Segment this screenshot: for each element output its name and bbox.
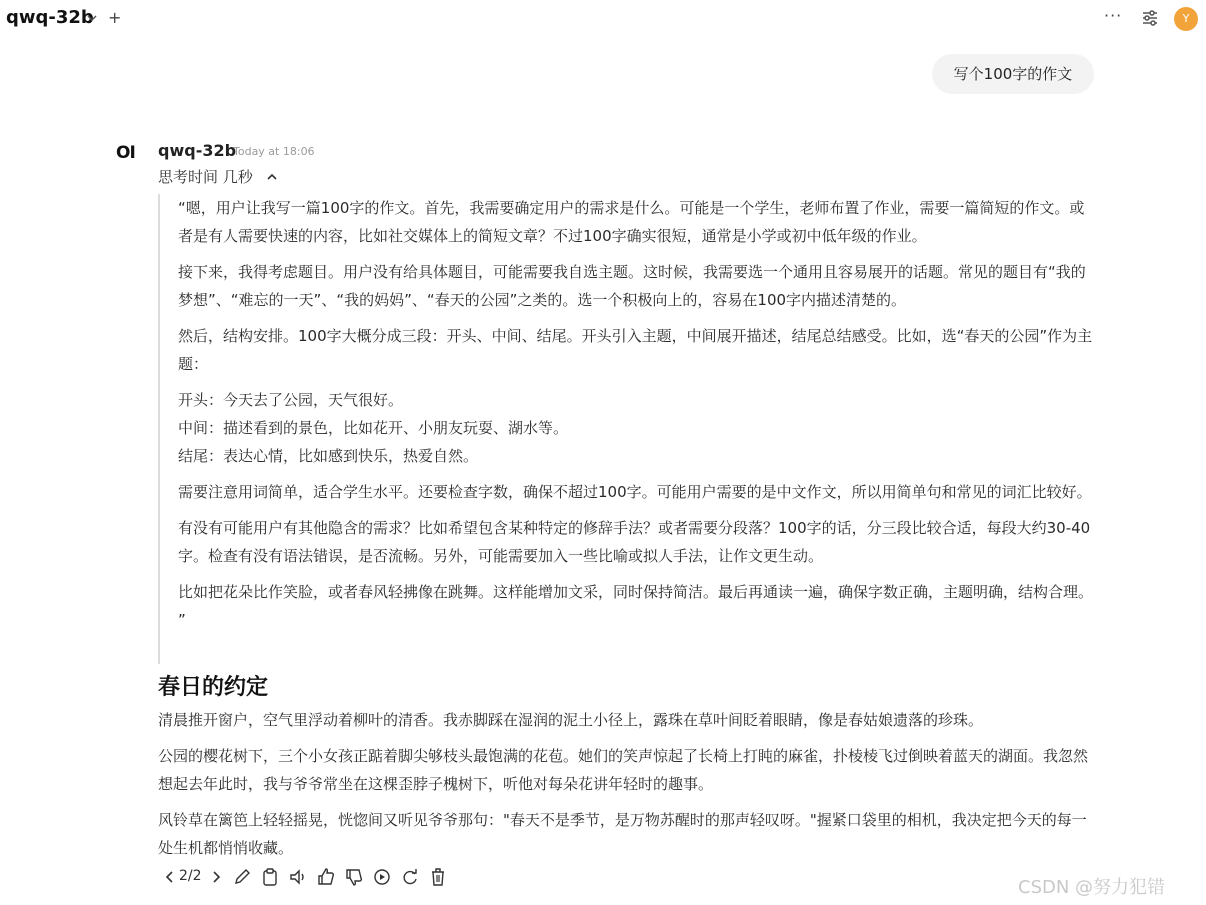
response-pager: 2/2 — [179, 868, 202, 884]
thinking-block — [158, 194, 1095, 664]
essay-paragraph: 风铃草在篱笆上轻轻摇晃，恍惚间又听见爷爷那句："春天不是季节，是万物苏醒时的那声轻叹呀。"握紧口袋里的相机，我决定把今天的每一处生机都悄悄收藏。 — [158, 811, 1087, 857]
user-avatar[interactable]: Y — [1174, 7, 1198, 31]
edit-pencil-icon[interactable] — [232, 866, 252, 888]
thumbs-up-icon[interactable] — [316, 866, 336, 888]
thinking-paragraph: 有没有可能用户有其他隐含的需求？比如希望包含某种特定的修辞手法？或者需要分段落？100字的话，分三段比较合适，每段大约30-40字。检查有没有语法错误，是否流畅。另外，可能需要加入一些比喻或拟人手法，让作文更生动。 — [178, 519, 1091, 565]
thinking-toggle[interactable]: 思考时间 几秒 — [158, 168, 253, 186]
continue-play-icon[interactable] — [372, 866, 392, 888]
thinking-outline-line: 结尾：表达心情，比如感到快乐，热爱自然。 — [178, 447, 479, 465]
thinking-paragraph: 接下来，我得考虑题目。用户没有给具体题目，可能需要我自选主题。这时候，我需要选一个通用且容易展开的话题。常见的题目有“我的梦想”、“难忘的一天”、“我的妈妈”、“春天的公园”之类的。选一个积极向上的，容易在100字内描述清楚的。 — [178, 263, 1086, 309]
chevron-right-icon[interactable] — [210, 866, 224, 888]
thinking-outline-line: 开头：今天去了公园，天气很好。 — [178, 391, 404, 409]
assistant-name: qwq-32b — [158, 141, 237, 160]
message-action-bar — [162, 866, 462, 888]
copy-clipboard-icon[interactable] — [260, 866, 280, 888]
add-model-icon[interactable]: + — [108, 8, 122, 27]
thumbs-down-icon[interactable] — [344, 866, 364, 888]
thinking-paragraph: 比如把花朵比作笑脸，或者春风轻拂像在跳舞。这样能增加文采，同时保持简洁。最后再通读一遍，确保字数正确，主题明确，结构合理。 ” — [178, 583, 1094, 629]
watermark: CSDN @努力犯错 — [1018, 877, 1166, 898]
chevron-down-icon[interactable] — [86, 12, 98, 24]
message-timestamp: Today at 18:06 — [233, 145, 315, 158]
essay-body — [158, 706, 1088, 870]
top-bar — [0, 0, 1206, 38]
chevron-up-icon[interactable] — [266, 171, 278, 183]
model-selector-label[interactable]: qwq-32b — [6, 7, 94, 28]
thinking-outline-line: 中间：描述看到的景色，比如花开、小朋友玩耍、湖水等。 — [178, 419, 569, 437]
chevron-left-icon[interactable] — [162, 866, 176, 888]
thinking-outline — [178, 386, 1093, 470]
essay-title: 春日的约定 — [158, 675, 269, 700]
thinking-paragraph: 需要注意用词简单，适合学生水平。还要检查字数，确保不超过100字。可能用户需要的是中文作文，所以用简单句和常见的词汇比较好。 — [178, 483, 1092, 501]
essay-paragraph: 公园的樱花树下，三个小女孩正踮着脚尖够枝头最饱满的花苞。她们的笑声惊起了长椅上打盹的麻雀，扑棱棱飞过倒映着蓝天的湖面。我忽然想起去年此时，我与爷爷常坐在这棵歪脖子槐树下，听他对每朵花讲年轻时的趣事。 — [158, 747, 1089, 793]
assistant-logo: OI — [116, 143, 135, 163]
regenerate-icon[interactable] — [400, 866, 420, 888]
more-options-icon[interactable]: ··· — [1104, 6, 1123, 25]
read-aloud-speaker-icon[interactable] — [288, 866, 308, 888]
user-message-bubble: 写个100字的作文 — [932, 54, 1094, 94]
controls-sliders-icon[interactable] — [1141, 9, 1159, 27]
delete-trash-icon[interactable] — [428, 866, 448, 888]
thinking-paragraph: “嗯，用户让我写一篇100字的作文。首先，我需要确定用户的需求是什么。可能是一个学生，老师布置了作业，需要一篇简短的作文。或者是有人需要快速的内容，比如社交媒体上的简短文章？不过100字确实很短，通常是小学或初中低年级的作业。 — [178, 199, 1085, 245]
essay-paragraph: 清晨推开窗户，空气里浮动着柳叶的清香。我赤脚踩在湿润的泥土小径上，露珠在草叶间眨着眼睛，像是春姑娘遗落的珍珠。 — [158, 711, 984, 729]
thinking-paragraph: 然后，结构安排。100字大概分成三段：开头、中间、结尾。开头引入主题，中间展开描述，结尾总结感受。比如，选“春天的公园”作为主题： — [178, 327, 1093, 373]
